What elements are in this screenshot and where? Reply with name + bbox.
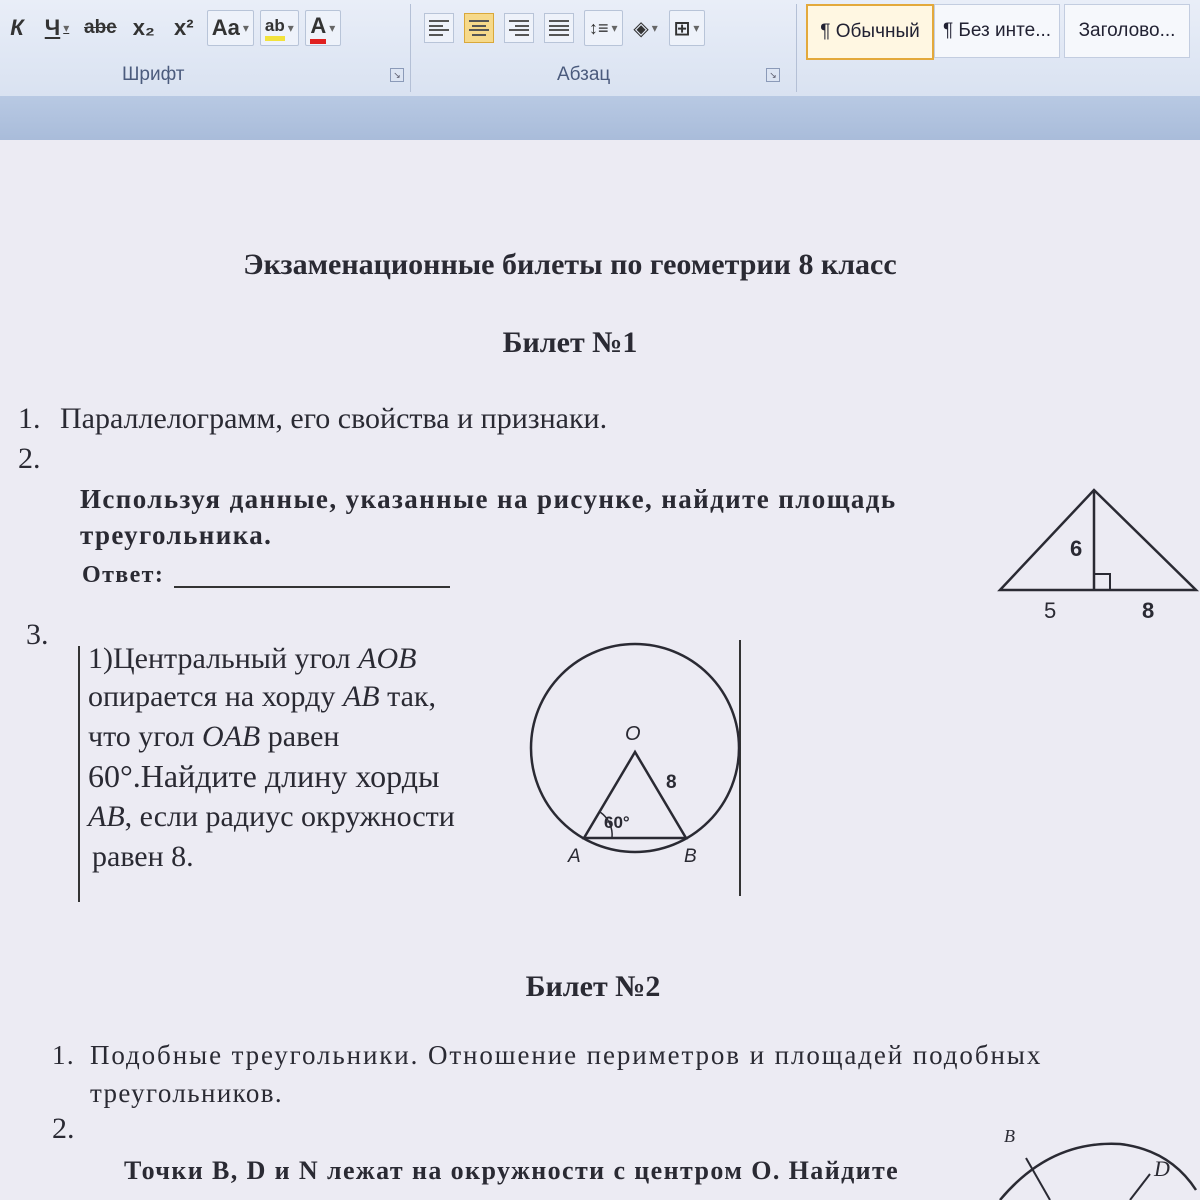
ticket1-q3-number: 3.	[26, 618, 49, 651]
highlight-button[interactable]	[260, 10, 299, 46]
ticket2-chord-2	[1130, 1174, 1150, 1200]
ticket1-q1-number: 1.	[18, 402, 41, 435]
answer-label: Ответ:	[82, 562, 165, 588]
q3-line2-text: опирается на хорду	[88, 680, 343, 713]
triangle-left-base-label: 5	[1044, 598, 1057, 623]
italic-button[interactable]: К	[10, 15, 24, 40]
align-left-icon[interactable]	[424, 13, 454, 43]
underline-button[interactable]: Ч ▾	[40, 11, 74, 45]
ticket1-q3-line5	[88, 800, 455, 834]
ticket1-q3-line2	[88, 680, 436, 714]
ticket1-q2-line2: треугольника.	[80, 520, 273, 550]
ticket2-point-d-label: D	[1154, 1156, 1170, 1181]
ticket1-heading: Билет №1	[502, 326, 638, 359]
q3-line1-text: 1)Центральный угол	[88, 642, 359, 675]
font-dialog-launcher-icon[interactable]: ↘	[390, 68, 404, 82]
ticket1-q3-line3	[88, 720, 339, 754]
angle-60-label: 60°	[604, 813, 630, 832]
q3-line2-end: так,	[379, 680, 436, 713]
ticket2-circle-figure	[990, 1130, 1200, 1200]
circle-figure	[524, 640, 744, 872]
style-no-spacing[interactable]: ¶ Без инте...	[934, 4, 1060, 58]
subscript-button[interactable]: x₂	[132, 15, 155, 40]
point-a-label: A	[568, 846, 581, 867]
ticket1-q3-line1	[88, 642, 416, 676]
q3-angle-oab: OAB	[201, 720, 261, 753]
align-right-icon[interactable]	[504, 13, 534, 43]
circle-shape	[531, 644, 739, 852]
ticket2-q1-line1: Подобные треугольники. Отношение периметров и площадей подобных	[90, 1040, 1043, 1070]
q3-line3-end: равен	[260, 720, 340, 753]
font-color-button[interactable]	[305, 10, 341, 46]
triangle-right-base-label: 8	[1142, 598, 1155, 623]
paragraph-group-label: Абзац	[557, 64, 611, 85]
word-ribbon	[0, 0, 1200, 97]
radius-8-label: 8	[666, 772, 677, 793]
ticket1-q2-number: 2.	[18, 442, 41, 475]
group-separator	[410, 4, 411, 92]
q3-chord-ab-2: AB	[88, 800, 125, 833]
ticket2-q2-line1: Точки B, D и N лежат на окружности с центром O. Найдите	[124, 1156, 900, 1185]
highlight-icon: ab	[265, 16, 285, 41]
justify-icon[interactable]	[544, 13, 574, 43]
shading-icon[interactable]: ◈ ▾	[629, 11, 663, 45]
borders-icon[interactable]: ⊞ ▾	[669, 10, 705, 46]
triangle-aob	[584, 752, 686, 838]
ticket2-point-b-label: B	[1004, 1130, 1015, 1146]
ticket1-q3-line6: равен 8.	[92, 840, 194, 873]
q3-line3-text: что угол	[88, 720, 202, 753]
font-color-icon: A	[310, 13, 326, 44]
superscript-button[interactable]: x²	[173, 15, 194, 40]
right-angle-mark	[1094, 574, 1110, 590]
align-center-icon[interactable]	[464, 13, 494, 43]
answer-line[interactable]	[174, 586, 450, 588]
line-spacing-icon[interactable]: ↕≡ ▾	[584, 10, 623, 46]
table-border-left	[78, 646, 80, 902]
q3-chord-ab: AB	[342, 680, 380, 713]
ticket2-q2-number: 2.	[52, 1112, 75, 1145]
document-title: Экзаменационные билеты по геометрии 8 класс	[243, 248, 897, 281]
change-case-button[interactable]: Aa ▾	[207, 10, 254, 46]
font-group-label: Шрифт	[122, 64, 185, 85]
q3-angle-aob: AOB	[358, 642, 417, 675]
ticket1-q3-line4: 60°.Найдите длину хорды	[88, 758, 440, 794]
center-o-label: O	[625, 723, 641, 745]
triangle-height-label: 6	[1070, 536, 1083, 561]
document-page[interactable]	[0, 140, 1200, 1200]
q3-line5-text: , если радиус окружности	[124, 800, 455, 833]
ticket1-q1-text: Параллелограмм, его свойства и признаки.	[60, 402, 608, 435]
ticket2-heading: Билет №2	[525, 970, 661, 1003]
style-heading[interactable]: Заголово...	[1064, 4, 1190, 58]
ticket2-q1-number: 1.	[52, 1040, 76, 1070]
ticket2-q1-line2: треугольников.	[90, 1078, 284, 1108]
style-normal[interactable]: ¶ Обычный	[806, 4, 934, 60]
point-b-label: B	[684, 846, 697, 867]
group-separator	[796, 4, 797, 92]
strikethrough-button[interactable]: abe	[84, 17, 117, 38]
paragraph-dialog-launcher-icon[interactable]: ↘	[766, 68, 780, 82]
ruler-band	[0, 96, 1200, 140]
triangle-figure	[990, 484, 1200, 624]
ticket1-q2-line1: Используя данные, указанные на рисунке, найдите площадь	[80, 484, 897, 514]
